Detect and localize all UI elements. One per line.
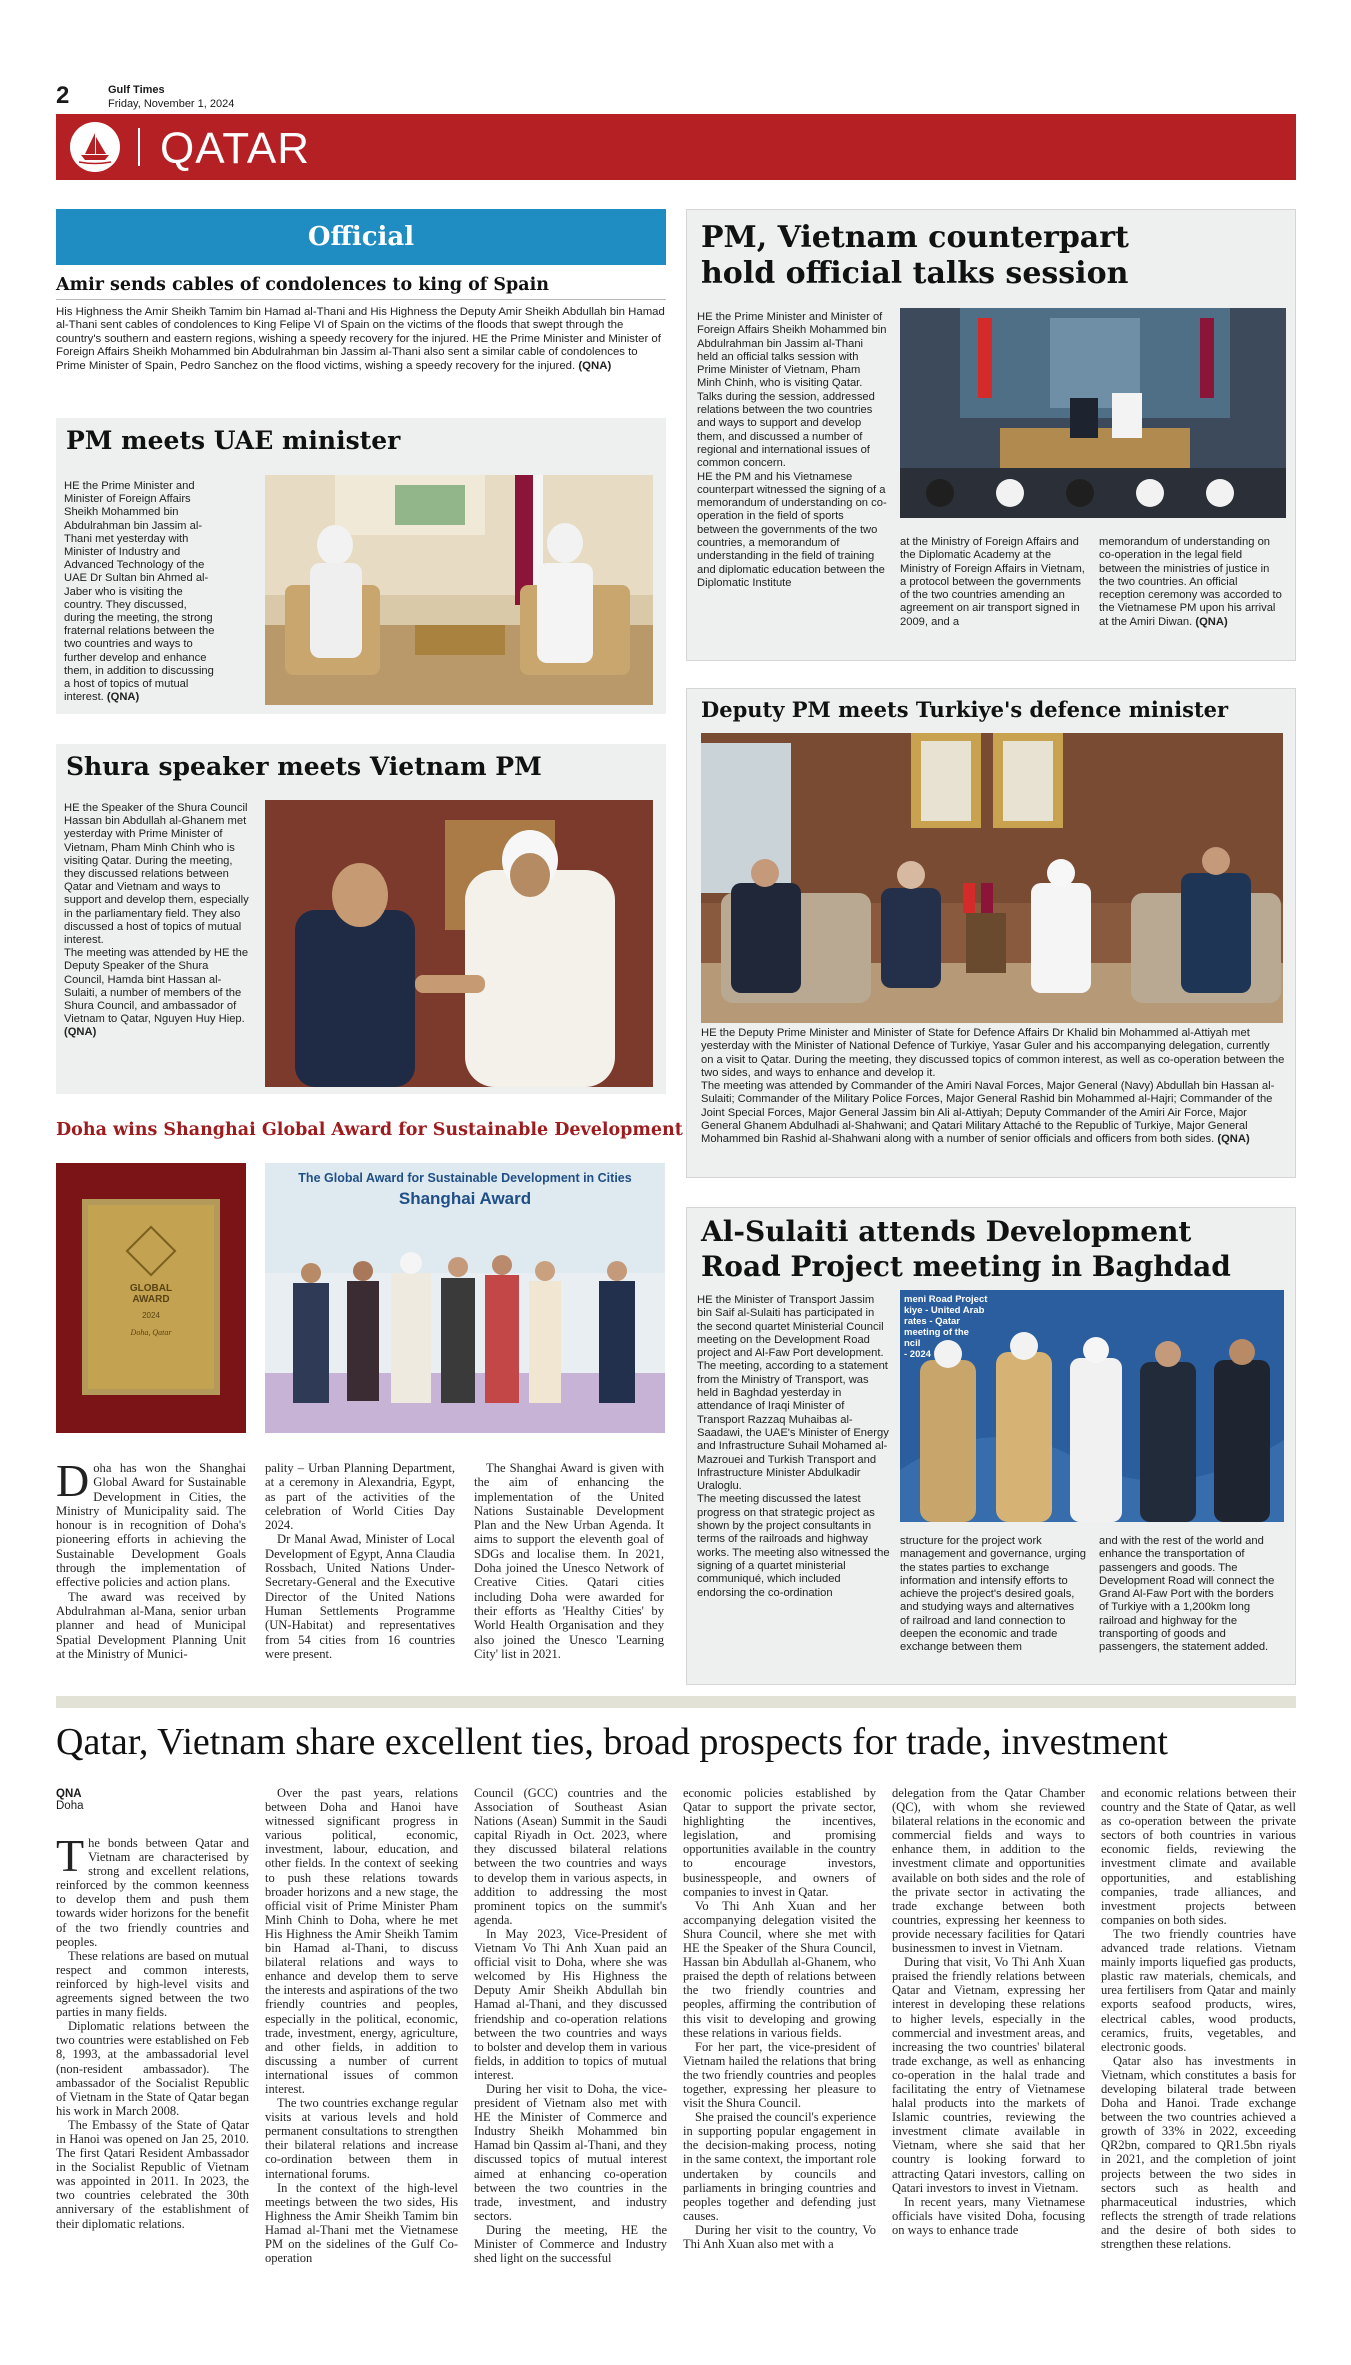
baghdad-panel — [686, 1207, 1296, 1685]
doha-headline: Doha wins Shanghai Global Award for Sustainable Development — [56, 1120, 683, 1140]
feature-col-3: Council (GCC) countries and the Association of Southeast Asian Nations (Asean) Summit in the Saudi capital Riyadh in Oct. 2023, where they discussed bilateral relations between the two countries and ways to develop them in various aspects, in addition to addressing the most prominent topics on the summit's agenda. In May 2023, Vice-President of Vietnam Vo Thi Anh Xuan paid an official visit to Doha, where she was welcomed by His Highness the Deputy Amir Sheikh Abdullah bin Hamad al-Thani, and they discussed friendship and co-operation relations between the two countries and ways to bolster and develop them in various fields, in addition to topics of mutual interest. During her visit to Doha, the vice-president of Vietnam also met with HE the Minister of Commerce and Industry Sheikh Mohammed bin Hamad bin Qassim al-Thani, and they discussed topics of mutual interest aimed at enhancing co-operation between the two countries in the trade, investment, and industry sectors. During the meeting, HE the Minister of Commerce and Industry shed light on the successful — [474, 1786, 667, 2266]
award-plaque-photo — [56, 1163, 246, 1433]
amir-body: His Highness the Amir Sheikh Tamim bin Hamad al-Thani and His Highness the Deputy Amir Sheikh Abdullah bin Hamad al-Thani sent cables of condolences to King Felipe VI of Spain on the victims of the floods that swept through the country's southern and eastern regions, wishing a speedy recovery for the injured. HE the Prime Minister and Minister of Foreign Affairs Sheikh Mohammed bin Abdulrahman bin Jassim al-Thani also sent a similar cable of condolences to Prime Minister of Spain, Pedro Sanchez on the flood victims, wishing a speedy recovery for the injured. (QNA) — [56, 306, 665, 372]
page-number: 2 — [56, 82, 70, 109]
amir-article — [56, 275, 666, 373]
baghdad-photo-banner: meni Road Project kiye - United Arab rates - Qatar meeting of the ncil - 2024 — [904, 1294, 988, 1360]
section-title: QATAR — [160, 124, 311, 173]
uae-meeting-photo — [265, 475, 653, 705]
vietnam-talks-col-2: at the Ministry of Foreign Affairs and the Diplomatic Academy at the Ministry of Foreign Affairs in Vietnam, a protocol between the governments of the two countries amending an agreement on air transport signed in 2009, and a — [900, 536, 1085, 628]
amir-headline: Amir sends cables of condolences to king of Spain — [56, 275, 666, 300]
vietnam-talks-panel — [686, 209, 1296, 661]
doha-col-2: pality – Urban Planning Department, at a ceremony in Alexandria, Egypt, as part of the activities of the celebration of World Cities Day 2024. Dr Manal Awad, Minister of Local Development of Egypt, Anna Claudia Rossbach, United Nations Under-Secretary-General and the Executive Director of the United Nations Human Settlements Programme (UN-Habitat) and representatives from 54 cities from 16 countries were present. — [265, 1461, 455, 1661]
feature-col-2: Over the past years, relations between Doha and Hanoi have witnessed significant progress in various political, economic, investment, labour, education, and other fields. In the context of seeking to push these relations towards broader horizons and a new stage, the official visit of Prime Minister Pham Minh Chinh to Doha, where he met His Highness the Amir Sheikh Tamim bin Hamad al-Thani, to discuss bilateral relations and ways to enhance and develop them to serve the interests and aspirations of the two friendly countries and peoples, especially in the political, economic, trade, investment, energy, agriculture, and other fields, in addition to discussing a number of current international issues of common interest. The two countries exchange regular visits at various levels and hold permanent consultations to strengthen their bilateral relations and increase co-ordination between them in international forums. In the context of the high-level meetings between the two sides, His Highness the Amir Sheikh Tamim bin Hamad al-Thani met the Vietnamese PM on the sidelines of the Gulf Co-operation — [265, 1786, 458, 2266]
turkiye-panel — [686, 688, 1296, 1178]
baghdad-col-2: structure for the project work management and governance, urging the states parties to exchange information and intensify efforts to achieve the project's desired goals, and studying ways and alternatives of railroad and land connection to deepen the economic and trade exchange between them — [900, 1535, 1086, 1654]
award-plaque — [82, 1199, 220, 1395]
feature-byline-agency: QNA — [56, 1788, 82, 1800]
baghdad-col-1: HE the Minister of Transport Jassim bin Saif al-Sulaiti has participated in the second quartet Ministerial Council meeting on the Development Road project and Al-Faw Port development. The meeting, according to a statement from the Ministry of Transport, was held in Baghdad yesterday in attendance of Iraqi Minister of Transport Razzaq Muhaibas al-Saadawi, the UAE's Minister of Energy and Infrastructure Suhail Mohamed al-Mazrouei and Turkish Transport and Infrastructure Minister Abdulkadir Uraloglu. The meeting discussed the latest progress on that strategic project as shown by the project consultants in terms of the railroads and highway works. The meeting also witnessed the signing of a quartet ministerial communiqué, which included endorsing the co-ordination — [697, 1294, 890, 1599]
turkiye-meeting-photo — [701, 733, 1283, 1023]
ceremony-banner-title: The Global Award for Sustainable Development in Cities — [298, 1171, 632, 1185]
uae-panel — [56, 418, 666, 714]
feature-dateline: Doha — [56, 1800, 84, 1812]
shura-body: HE the Speaker of the Shura Council Hassan bin Abdullah al-Ghanem met yesterday with Prime Minister of Vietnam, Pham Minh Chinh who is visiting Qatar. During the meeting, they discussed relations between Qatar and Vietnam and ways to support and develop them, especially in the parliamentary field. They also discussed a host of topics of mutual interest. The meeting was attended by HE the Deputy Speaker of the Shura Council, Hamda bint Hassan al-Sulaiti, a number of members of the Shura Council, and ambassador of Vietnam to Qatar, Nguyen Huy Hiep. (QNA) — [64, 802, 249, 1039]
feature-headline: Qatar, Vietnam share excellent ties, broad prospects for trade, investment — [56, 1721, 1168, 1763]
vietnam-talks-col-1: HE the Prime Minister and Minister of Foreign Affairs Sheikh Mohammed bin Abdulrahman bin Jassim al-Thani held an official talks session with Prime Minister of Vietnam, Pham Minh Chinh, who is visiting Qatar. Talks during the session, addressed relations between the two countries and ways to support and develop them, and discussed a number of regional and international issues of common concern. HE the PM and his Vietnamese counterpart witnessed the signing of a memorandum of understanding on co-operation in the field of sports between the governments of the two countries, a memorandum of understanding in the field of training and diplomatic education between the Diplomatic Institute — [697, 311, 887, 589]
feature-drop-cap: T — [56, 1830, 85, 1881]
award-emblem-icon — [126, 1226, 177, 1277]
feature-col-1: T he bonds between Qatar and Vietnam are characterised by strong and excellent relations, reinforced by the common keenness to develop them and push them towards wider horizons for the benefit of the two friendly countries and peoples. These relations are based on mutual respect and common interests, reinforced by high-level visits and agreements signed between the two parties in many fields. Diplomatic relations between the two countries were established on Feb 8, 1993, at the ambassadorial level (non-resident ambassador). The ambassador of the Socialist Republic of Vietnam in the State of Qatar began his work in March 2008. The Embassy of the State of Qatar in Hanoi was opened on Jan 25, 2010. The first Qatari Resident Ambassador in the Socialist Republic of Vietnam was appointed in 2011. In 2023, the two countries celebrated the 30th anniversary of the establishment of their diplomatic relations. — [56, 1830, 249, 2231]
paper-date: Friday, November 1, 2024 — [108, 98, 235, 110]
dhow-logo-icon — [70, 122, 120, 172]
vietnam-talks-signing-photo — [900, 308, 1286, 518]
banner-divider — [138, 128, 140, 166]
ceremony-banner-subtitle: Shanghai Award — [398, 1189, 532, 1208]
shura-handshake-photo — [265, 800, 653, 1087]
paper-name: Gulf Times — [108, 84, 165, 96]
section-banner — [56, 114, 1296, 180]
feature-col-4: economic policies established by Qatar to support the private sector, highlighting the incentives, legislation, and promising opportunities available in the country to encourage investors, businesspeople, and owners of companies to invest in Qatar. Vo Thi Anh Xuan and her accompanying delegation visited the Shura Council, where she met with HE the Speaker of the Shura Council, Hassan bin Abdullah al-Ghanem, who praised the depth of relations between the two friendly countries and peoples, affirming the contribution of this visit to developing and growing these relations in various fields. For her part, the vice-president of Vietnam hailed the relations that bring the two friendly countries and peoples together, expressing her pleasure to visit the Shura Council. She praised the council's experience in supporting popular engagement in the decision-making process, noting in the same context, the important role undertaken by councils and parliaments in bringing countries and peoples together and defending just causes. During her visit to the country, Vo Thi Anh Xuan also met with a — [683, 1786, 876, 2251]
uae-body: HE the Prime Minister and Minister of Foreign Affairs Sheikh Mohammed bin Abdulrahman bin Jassim al-Thani met yesterday with Minister of Industry and Advanced Technology of the UAE Dr Sultan bin Ahmed al-Jaber who is visiting the country. They discussed, during the meeting, the strong fraternal relations between the two countries and ways to further develop and enhance them, in addition to discussing a host of topics of mutual interest. (QNA) — [64, 480, 215, 704]
feature-byline — [56, 1788, 84, 1812]
turkiye-headline: Deputy PM meets Turkiye's defence minister — [701, 697, 1229, 722]
doha-col-3: The Shanghai Award is given with the aim of enhancing the implementation of the United Nations Sustainable Development Plan and the New Urban Agenda. It aims to support the eleventh goal of SDGs and localise them. In 2021, Doha joined the Unesco Network of Creative Cities. Qatari cities including Doha were awarded for their efforts as 'Healthy Cities' by World Health Organisation and they also joined the Unesco 'Learning City' list in 2021. — [474, 1461, 664, 1661]
baghdad-headline: Al-Sulaiti attends Development Road Project meeting in Baghdad — [701, 1215, 1231, 1283]
plaque-line-3: 2024 — [142, 1311, 160, 1320]
official-label: Official — [56, 209, 666, 265]
feature-col-5: delegation from the Qatar Chamber (QC), with whom she reviewed bilateral relations in the economic and commercial fields and ways to enhance them, in addition to the investment climate and opportunities available on both sides and the role of the private sector in activating the trade exchange between both countries, expressing her keenness to provide necessary facilities for Qatari businessmen to invest in Vietnam. During that visit, Vo Thi Anh Xuan praised the friendly relations between Qatar and Vietnam, expressing her interest in developing these relations to higher levels, especially in the commercial and investment areas, and increasing the two countries' bilateral trade exchange, as well as enhancing co-operation in the halal trade and facilitating the entry of Vietnamese halal products into the markets of Islamic countries, reviewing the investment climate available in Vietnam, where she said that her country is looking forward to attracting Qatari investors, calling on Qatari investors to invest in Vietnam. In recent years, many Vietnamese officials have visited Doha, focusing on ways to enhance trade — [892, 1786, 1085, 2237]
baghdad-col-3: and with the rest of the world and enhance the transportation of passengers and goods. The Development Road will connect the Grand Al-Faw Port with the borders of Turkiye with a 1,200km long railroad and highway for the transporting of goods and passengers, the statement added. — [1099, 1535, 1275, 1654]
shura-headline: Shura speaker meets Vietnam PM — [66, 752, 542, 781]
baghdad-meeting-photo — [900, 1290, 1284, 1522]
plaque-line-1: GLOBAL — [129, 1283, 173, 1294]
uae-headline: PM meets UAE minister — [66, 426, 401, 455]
doha-col-1: D oha has won the Shanghai Global Award for Sustainable Development in Cities, the Ministry of Municipality said. The honour is in recognition of Doha's pioneering efforts in achieving the Sustainable Development Goals through the implementation of effective policies and action plans. The award was received by Abdulrahman al-Mana, senior urban planner and head of Municipal Spatial Development Planning Unit at the Ministry of Munici- — [56, 1455, 246, 1661]
turkiye-body: HE the Deputy Prime Minister and Minister of State for Defence Affairs Dr Khalid bin Mohammed al-Attiyah met yesterday with the Minister of National Defence of Turkiye, Yasar Guler and his accompanying delegation, currently on a visit to Qatar. During the meeting, they discussed topics of common interest, as well as co-operation between the two sides, and ways to enhance and develop it. The meeting was attended by Commander of the Amiri Naval Forces, Major General (Navy) Abdullah bin Hassan al-Sulaiti; Commander of the Military Police Forces, Major General Rashid bin Mohammed al-Hajri; Commander of the Joint Special Forces, Major General Jassim bin Ali al-Attiyah; Deputy Commander of the Amiri Air Force, Major General Ghanem Abdulhadi al-Shahwani; and Qatari Military Attaché to the Republic of Turkiye, Major General Mohammed bin Rashid al-Shahwani along with a number of senior officials and officers from both sides. (QNA) — [701, 1027, 1285, 1146]
plaque-line-4: Doha, Qatar — [130, 1328, 172, 1337]
vietnam-talks-headline: PM, Vietnam counterpart hold official talks session — [701, 220, 1129, 291]
doha-drop-cap: D — [56, 1455, 90, 1506]
shura-panel — [56, 744, 666, 1094]
plaque-line-2: AWARD — [132, 1294, 170, 1305]
section-divider — [56, 1696, 1296, 1708]
award-ceremony-photo — [265, 1163, 665, 1433]
vietnam-talks-col-3: memorandum of understanding on co-operation in the legal field between the ministries of justice in the two countries. An official reception ceremony was accorded to the Vietnamese PM upon his arrival at the Amiri Diwan. (QNA) — [1099, 536, 1282, 628]
feature-col-6: and economic relations between their country and the State of Qatar, as well as co-operation between the private sectors of both countries in various economic fields, reviewing the investment climate and available opportunities, and establishing companies, trade alliances, and investment projects between companies on both sides. The two friendly countries have advanced trade relations. Vietnam mainly imports liquefied gas products, plastic raw materials, chemicals, and urea fertilisers from Qatar and mainly exports seafood products, wires, electrical cables, wood products, ceramics, fruits, vegetables, and electronic goods. Qatar also has investments in Vietnam, which constitutes a basis for developing bilateral trade between Doha and Hanoi. Trade exchange between the two countries achieved a growth of 33% in 2022, exceeding QR2bn, compared to QR1.5bn riyals in 2021, and the completion of joint projects between the two sides in sectors such as health and pharmaceutical industries, which reflects the strength of trade relations and the desire of both sides to strengthen these relations. — [1101, 1786, 1296, 2251]
